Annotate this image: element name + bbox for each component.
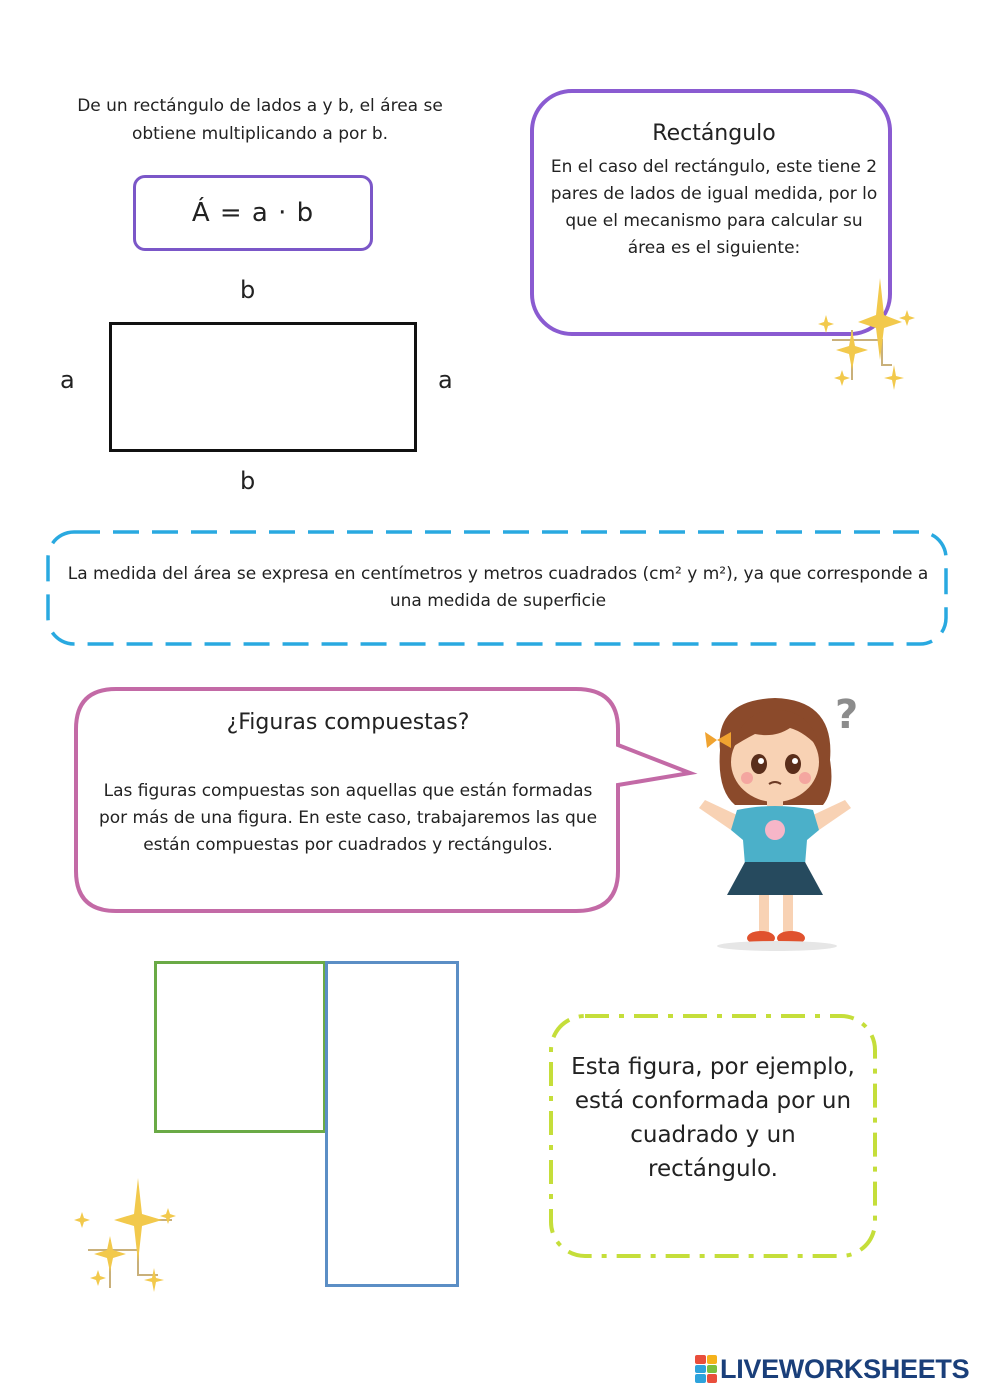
logo-text: LIVEWORKSHEETS xyxy=(720,1353,970,1384)
composite-text: Las figuras compuestas son aquellas que están formadas por más de una figura. En este caso, trabajaremos las que están compuestas por cuadrados y rectángulos. xyxy=(98,781,598,855)
area-formula: Á = a · b xyxy=(133,175,373,251)
sparkle-icon xyxy=(812,270,922,395)
liveworksheets-logo xyxy=(695,1354,995,1384)
svg-text:?: ? xyxy=(835,692,859,738)
example-text: Esta figura, por ejemplo, está conformada por un cuadrado y un rectángulo. xyxy=(571,1054,855,1182)
label-bottom-b: b xyxy=(240,467,256,495)
label-right-a: a xyxy=(438,366,453,394)
composite-title: ¿Figuras compuestas? xyxy=(226,710,470,735)
label-top-b: b xyxy=(240,276,256,304)
rectangle-info-title: Rectángulo xyxy=(652,121,776,146)
intro-text: De un rectángulo de lados a y b, el área se obtiene multiplicando a por b. xyxy=(77,96,443,144)
square-shape xyxy=(154,961,326,1133)
rectangle-diagram xyxy=(109,322,417,452)
rectangle-info-text: En el caso del rectángulo, este tiene 2 pares de lados de igual medida, por lo que el mecanismo para calcular su área es el siguiente: xyxy=(550,157,878,258)
girl-illustration xyxy=(695,690,880,955)
label-left-a: a xyxy=(60,366,75,394)
tall-rectangle-shape xyxy=(325,961,459,1287)
units-note-text: La medida del área se expresa en centímetros y metros cuadrados (cm² y m²), ya que corresponde a una medida de superficie xyxy=(67,564,929,611)
sparkle-icon xyxy=(68,1170,183,1295)
logo-mark-icon xyxy=(695,1355,717,1383)
